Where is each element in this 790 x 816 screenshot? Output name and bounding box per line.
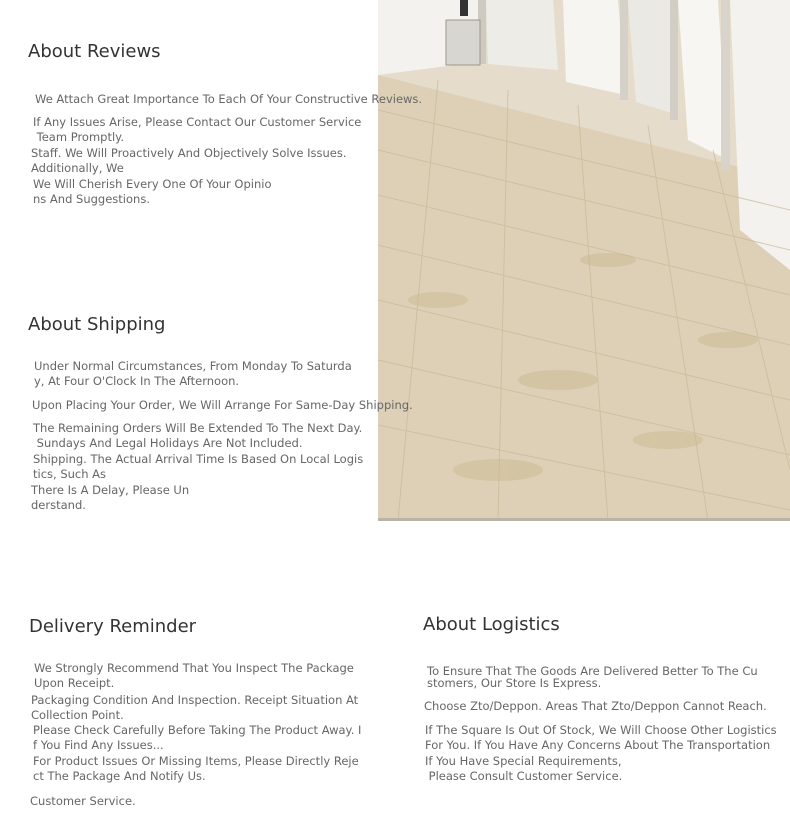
reviews-line-3: Staff. We Will Proactively And Objectively Solve Issues. Additionally, We <box>31 146 347 175</box>
logistics-line-4: If You Have Special Requirements, Please Consult Customer Service. <box>425 754 623 783</box>
delivery-line-4: For Product Issues Or Missing Items, Please Directly Reje ct The Package And Notify Us. <box>33 754 359 783</box>
delivery-line-5: Customer Service. <box>30 794 136 808</box>
logistics-line-1: To Ensure That The Goods Are Delivered Better To The Cu stomers, Our Store Is Express. <box>427 664 758 690</box>
delivery-line-1: We Strongly Recommend That You Inspect The Package Upon Receipt. <box>34 661 354 690</box>
reviews-line-1: We Attach Great Importance To Each Of Your Constructive Reviews. <box>35 92 423 106</box>
shipping-line-1: Under Normal Circumstances, From Monday To Saturda y, At Four O'Clock In The Afternoon. <box>34 359 352 388</box>
shipping-line-4: Shipping. The Actual Arrival Time Is Based On Local Logis tics, Such As <box>33 452 364 481</box>
logistics-line-2: Choose Zto/Deppon. Areas That Zto/Deppon Cannot Reach. <box>424 699 767 713</box>
shipping-line-3: The Remaining Orders Will Be Extended To The Next Day. Sundays And Legal Holidays Are Not Included. <box>33 421 363 450</box>
logistics-title: About Logistics <box>423 614 560 635</box>
reviews-line-4: We Will Cherish Every One Of Your Opinio ns And Suggestions. <box>33 177 272 206</box>
delivery-line-2: Packaging Condition And Inspection. Receipt Situation At Collection Point. <box>31 693 359 722</box>
delivery-line-3: Please Check Carefully Before Taking The Product Away. I f You Find Any Issues... <box>33 723 362 752</box>
shipping-line-5: There Is A Delay, Please Un derstand. <box>31 483 190 512</box>
shipping-line-2: Upon Placing Your Order, We Will Arrange For Same-Day Shipping. <box>32 398 413 412</box>
delivery-title: Delivery Reminder <box>29 616 197 637</box>
reviews-line-2: If Any Issues Arise, Please Contact Our Customer Service Team Promptly. <box>33 115 362 144</box>
product-photo <box>378 0 790 521</box>
shipping-title: About Shipping <box>28 314 166 335</box>
reviews-title: About Reviews <box>28 41 161 62</box>
logistics-line-3: If The Square Is Out Of Stock, We Will Choose Other Logistics For You. If You Have Any Concerns About The Transportation <box>425 723 777 752</box>
